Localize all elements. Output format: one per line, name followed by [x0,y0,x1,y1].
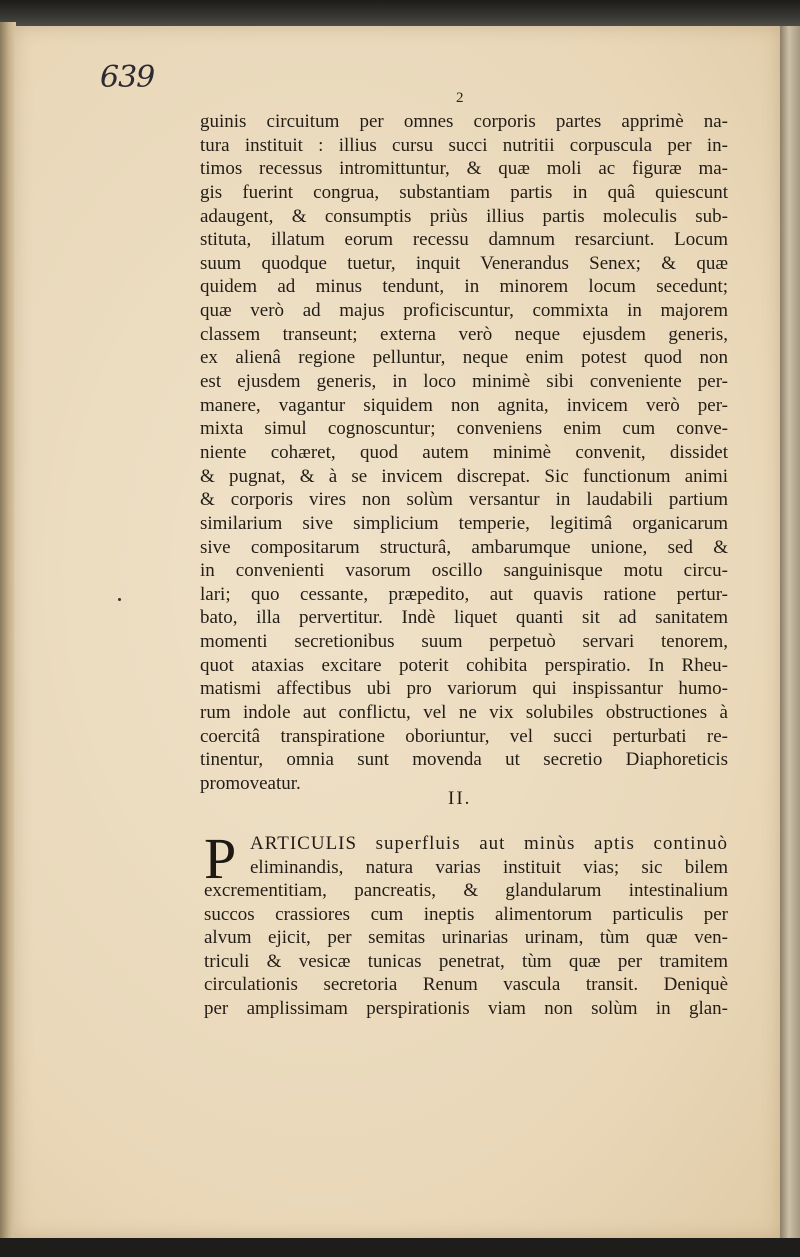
text-line: in convenienti vasorum oscillo sanguinisque motu circu- [200,560,728,582]
text-line: triculi & vesicæ tunicas penetrat, tùm quæ per tramitem [204,950,728,972]
page-stack-edge [780,26,800,1238]
text-line: tinentur, omnia sunt movenda ut secretio Diaphoreticis [200,749,728,771]
text-line: sive compositarum structurâ, ambarumque unione, sed & [200,536,728,558]
text-line: bato, illa pervertitur. Indè liquet quanti sit ad sanitatem [200,607,728,629]
text-line: manere, vagantur siquidem non agnita, invicem verò per- [200,394,728,416]
text-line: quidem ad minus tendunt, in minorem locum secedunt; [200,276,728,298]
text-line: quot ataxias excitare poterit cohibita perspiratio. In Rheu- [200,654,728,676]
text-line: timos recessus intromittuntur, & quæ moli ac figuræ ma- [200,158,728,180]
text-line: gis fuerint congrua, substantiam partis in quâ quiescunt [200,181,728,203]
text-line: coercitâ transpiratione oboriuntur, vel succi perturbati re- [200,725,728,747]
text-line: & corporis vires non solùm versantur in laudabili partium [200,489,728,511]
text-line: tura instituit : illius cursu succi nutritii corpuscula per in- [200,134,728,156]
text-line: est ejusdem generis, in loco minimè sibi conveniente per- [200,371,728,393]
text-line: excrementitiam, pancreatis, & glandularum intestinalium [204,880,728,901]
paragraph-two-indented [250,832,728,879]
margin-dot [118,598,121,601]
text-line: quæ verò ad majus proficiscuntur, commixta in majorem [200,300,728,322]
text-line: rum indole aut conflictu, vel ne vix solubiles obstructiones à [200,702,728,724]
text-line: lari; quo cessante, præpedito, aut quavis ratione pertur- [200,583,728,605]
text-line: stituta, illatum eorum recessu damnum resarciunt. Locum [200,229,728,251]
text-line: succos crassiores cum ineptis alimentorum particulis per [204,903,728,925]
text-line: circulationis secretoria Renum vascula transit. Deniquè [204,974,728,996]
text-line: promoveatur. [200,772,301,794]
text-line: classem transeunt; externa verò neque ejusdem generis, [200,323,728,345]
paragraph-one [200,110,728,796]
book-bottom-edge [0,1238,800,1257]
paragraph-two-body [204,879,728,1020]
text-line: momenti secretionibus suum perpetuò servari tenorem, [200,631,728,653]
text-line: mixta simul cognoscuntur; conveniens enim cum conve- [200,418,728,440]
text-line: ex alienâ regione pelluntur, neque enim potest quod non [200,347,728,369]
text-line: ARTICULIS superfluis aut minùs aptis continuò [250,833,728,854]
handwritten-folio-number: 639 [100,60,155,95]
text-line: alvum ejicit, per semitas urinarias urinam, tùm quæ ven- [204,927,728,949]
text-line: niente cohæret, quod autem minimè convenit, dissidet [200,441,728,463]
text-line: guinis circuitum per omnes corporis partes apprimè na- [200,111,728,132]
text-line: eliminandis, natura varias instituit vias; sic bilem [250,856,728,878]
text-line: suum quodque tuetur, inquit Venerandus Senex; & quæ [200,252,728,274]
text-line: & pugnat, & à se invicem discrepat. Sic functionum animi [200,465,728,487]
printed-page-number: 2 [456,90,464,106]
text-line: matismi affectibus ubi pro variorum qui inspissantur humo- [200,678,728,700]
text-line: per amplissimam perspirationis viam non solùm in glan- [204,997,728,1019]
section-heading: II. [448,788,472,809]
drop-cap-initial: P [204,826,237,891]
text-line: similarium sive simplicium temperie, legitimâ organicarum [200,512,728,534]
text-line: adaugent, & consumptis priùs illius partis moleculis sub- [200,205,728,227]
